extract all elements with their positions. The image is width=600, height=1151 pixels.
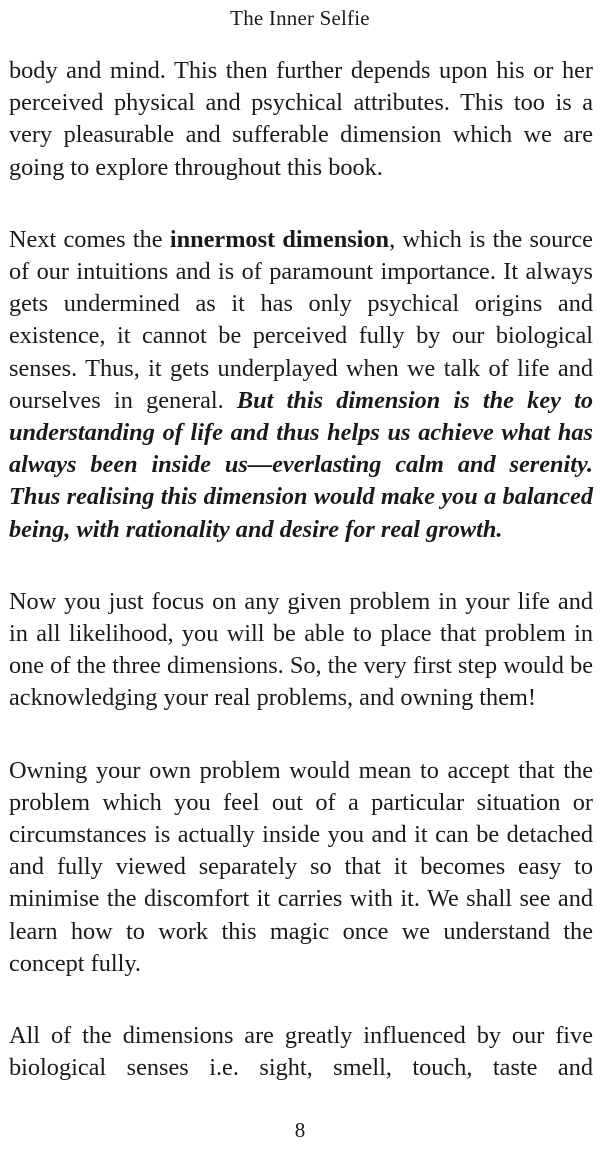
running-title: The Inner Selfie bbox=[230, 6, 370, 30]
paragraph-1: body and mind. This then further depends upon his or her perceived physical and psychical attributes. This too is a very pleasurable and sufferable dimension which we are going to explore throughout this book. bbox=[9, 57, 593, 181]
page-number: 8 bbox=[294, 1118, 306, 1142]
paragraph-2-body: , which is the source of our intuitions and is of paramount importance. It always gets undermined as it has only psychical origins and existence, it cannot be perceived fully by our biological senses. Thus, it gets underplayed when we talk of life and ourselves in general. bbox=[9, 225, 593, 414]
emphasis-passage: But this dimension is the key to understanding of life and thus helps us achieve what has always been inside us—everlasting calm and serenity. Thus realising this dimension would make you a balanced being, with rationality and desire for real growth. bbox=[9, 386, 594, 543]
paragraph-2 bbox=[9, 224, 593, 546]
paragraph-4: Owning your own problem would mean to accept that the problem which you feel out of a particular situation or circumstances is actually inside you and it can be detached and fully viewed separately so that it becomes easy to minimise the discomfort it carries with it. We shall see and learn how to work this magic once we understand the concept fully. bbox=[9, 756, 593, 977]
page-body bbox=[9, 55, 593, 1124]
paragraph-3: Now you just focus on any given problem in your life and in all likelihood, you will be able to place that problem in one of the three dimensions. So, the very first step would be acknowledging your real problems, and owning them! bbox=[9, 587, 593, 712]
paragraph-5: All of the dimensions are greatly influenced by our five biological senses i.e. sight, smell, touch, taste and bbox=[9, 1022, 593, 1082]
paragraph-2-lead: Next comes the bbox=[9, 225, 170, 253]
term-innermost-dimension: innermost dimension bbox=[169, 225, 390, 253]
